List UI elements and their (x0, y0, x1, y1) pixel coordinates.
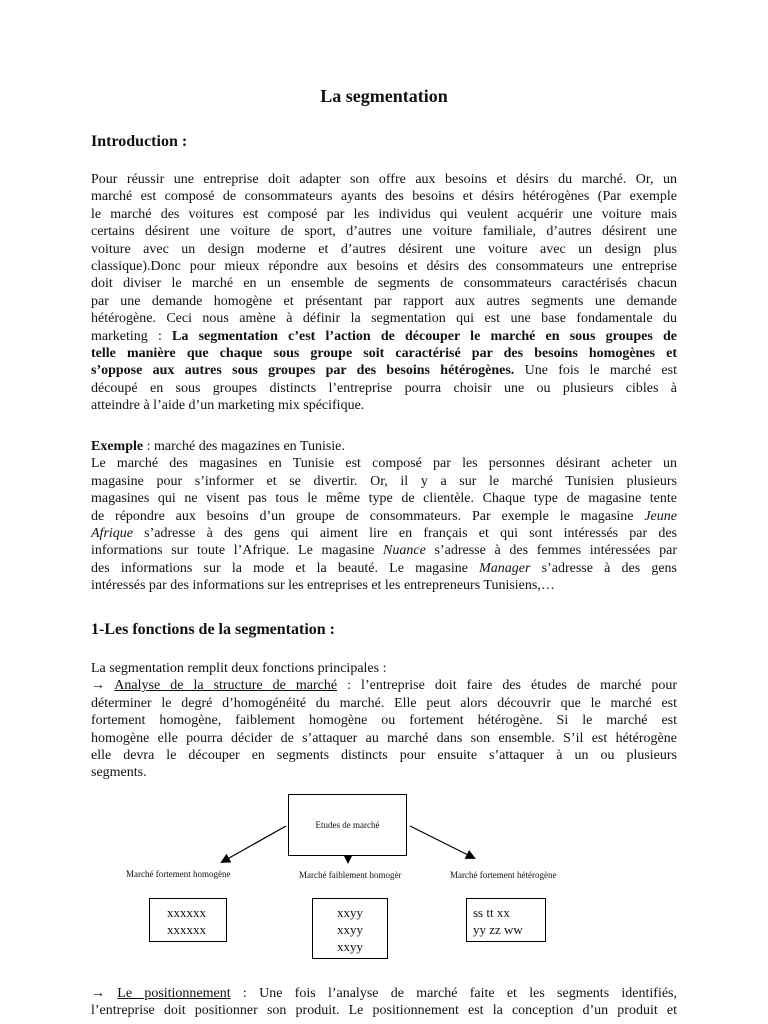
text-line: magasines qui ne visent pas tous le même type de clientèle. Chaque type de magasine tente (91, 491, 677, 507)
text-fragment: informations sur toute l’Afrique. Le magasine (91, 543, 384, 559)
text-fragment: s’adresse à des femmes intéressées par (425, 543, 677, 559)
arrow-right-branch (410, 826, 474, 858)
segment-item: xxyy (337, 922, 363, 937)
text-line: classique).Donc pour mieux répondre aux besoins et désirs des consommateurs une entreprise (91, 259, 677, 275)
root-node-label: Etudes de marché (315, 819, 380, 830)
introduction-heading: Introduction : (91, 133, 188, 150)
branch-label: Marché faiblement homogèr (299, 870, 402, 880)
segment-item: yy zz ww (473, 922, 523, 937)
definition-bold-text: s’oppose aux autres sous groupes par des besoins hétérogènes. (91, 363, 515, 379)
text-fragment: s’adresse à des gens (530, 560, 677, 576)
text-line (91, 542, 677, 559)
text-line: découpé en sous groupes distincts l’entreprise pourra choisir une ou plusieurs cibles à (91, 380, 677, 396)
segment-item: xxxxxx (167, 922, 206, 937)
text-line: par une demande homogène et présentant par rapport aux autres segments une demande (91, 293, 677, 309)
text-line: doit diviser le marché en un ensemble de segments de consommateurs caractérisés chacun (91, 276, 677, 292)
text-line (91, 438, 677, 455)
segment-box (149, 898, 227, 942)
text-fragment: Une fois le marché est (514, 363, 677, 379)
segment-item: xxyy (337, 905, 363, 920)
segment-item: xxxxxx (167, 905, 206, 920)
text-line: l’entreprise doit positionner son produit. Le positionnement est la conception d’un produit et (91, 1003, 677, 1019)
root-node-box (288, 794, 407, 856)
page-title: La segmentation (320, 86, 448, 106)
text-line: déterminer le degré d’homogénéité du marché. Elle peut alors découvrir que le marché est (91, 695, 677, 711)
segment-box (466, 898, 546, 942)
magazine-name: Manager (479, 560, 531, 576)
magazine-name: Nuance (383, 543, 426, 559)
text-line: homogène elle pourra décider de s’attaquer au marché dans son ensemble. S’il est hétérogène (91, 730, 677, 746)
text-line: atteindre à l’aide d’un marketing mix spécifique. (91, 398, 365, 414)
text-line: le marché des voitures est composé par les individus qui veulent acquérir une voiture mais (91, 206, 677, 222)
magazine-name: Afrique (91, 526, 133, 542)
example-label: Exemple (91, 439, 144, 454)
text-line (91, 508, 677, 525)
text-line (91, 362, 677, 379)
text-line: elle devra le découper en segments distincts pour ensuite s’attaquer à un ou plusieurs (91, 748, 677, 764)
text-line: voiture avec un design moderne et d’autres désirent une voiture avec un design plus (91, 241, 677, 257)
segment-box (312, 898, 388, 959)
text-line: Pour réussir une entreprise doit adapter son offre aux besoins et désirs du marché. Or, un (91, 172, 677, 187)
text-line: fortement homogène, faiblement homogène ou fortement hétérogène. Si le marché est (91, 713, 677, 729)
definition-bold-text: telle manière que chaque sous groupe soit caractérisé par des besoins homogènes et (91, 346, 677, 362)
text-fragment: des informations sur la mode et la beauté. Le magasine (91, 560, 480, 576)
text-line (91, 525, 677, 542)
magazine-name: Jeune (633, 508, 677, 524)
text-fragment: : marché des magazines en Tunisie. (143, 439, 345, 454)
positionnement-label: Le positionnement (117, 986, 231, 1001)
arrow-left-branch (222, 826, 286, 862)
text-fragment: : l’entreprise doit faire des études de marché pour (337, 678, 677, 694)
text-line (91, 985, 677, 1002)
text-fragment: marketing : (91, 328, 162, 344)
definition-bold-text: La segmentation c’est l’action de découper le marché en sous groupes de (161, 328, 677, 344)
segment-item: ss tt xx (473, 905, 510, 920)
section1-paragraph (91, 660, 677, 782)
text-fragment: de répondre aux besoins d’un groupe de consommateurs. Par exemple le magasine (91, 508, 634, 524)
text-line: magasine pour s’informer et se divertir. Or, il y a sur le marché Tunisien plusieurs (91, 473, 677, 489)
text-line (91, 677, 677, 694)
example-paragraph (91, 438, 677, 595)
text-line (91, 345, 677, 362)
text-line: Le marché des magasines en Tunisie est composé par les personnes désirant acheter un (91, 456, 677, 472)
segment-item: xxyy (337, 939, 363, 954)
text-line: segments. (91, 765, 147, 781)
arrow-right-icon: → (91, 678, 105, 694)
arrow-right-icon: → (91, 986, 105, 1001)
text-line (91, 560, 677, 577)
text-line: marché est composé de consommateurs ayants des besoins et désirs hétérogènes (Par exemple (91, 189, 677, 205)
positionnement-paragraph (91, 985, 677, 1020)
analyse-label: Analyse de la structure de marché (114, 678, 338, 694)
text-line: certains désirent une voiture de sport, d’autres une voiture familiale, d’autres désirent une (91, 224, 677, 240)
text-line: hétérogène. Ceci nous amène à définir la segmentation qui est une base fondamentale du (91, 311, 677, 327)
text-line: intéressés par des informations sur les entreprises et les entrepreneurs Tunisiens,… (91, 578, 555, 594)
branch-label: Marché fortement homogène (126, 869, 231, 879)
text-fragment: : Une fois l’analyse de marché faite et les segments identifiés, (230, 986, 678, 1001)
introduction-paragraph (91, 171, 677, 415)
text-fragment: s’adresse à des gens qui aiment lire en français et qui sont intéressés par des (133, 526, 677, 542)
branch-label: Marché fortement hétérogène (450, 870, 557, 880)
section1-heading: 1-Les fonctions de la segmentation : (91, 621, 335, 638)
text-line: La segmentation remplit deux fonctions principales : (91, 661, 387, 676)
text-line (91, 328, 677, 345)
